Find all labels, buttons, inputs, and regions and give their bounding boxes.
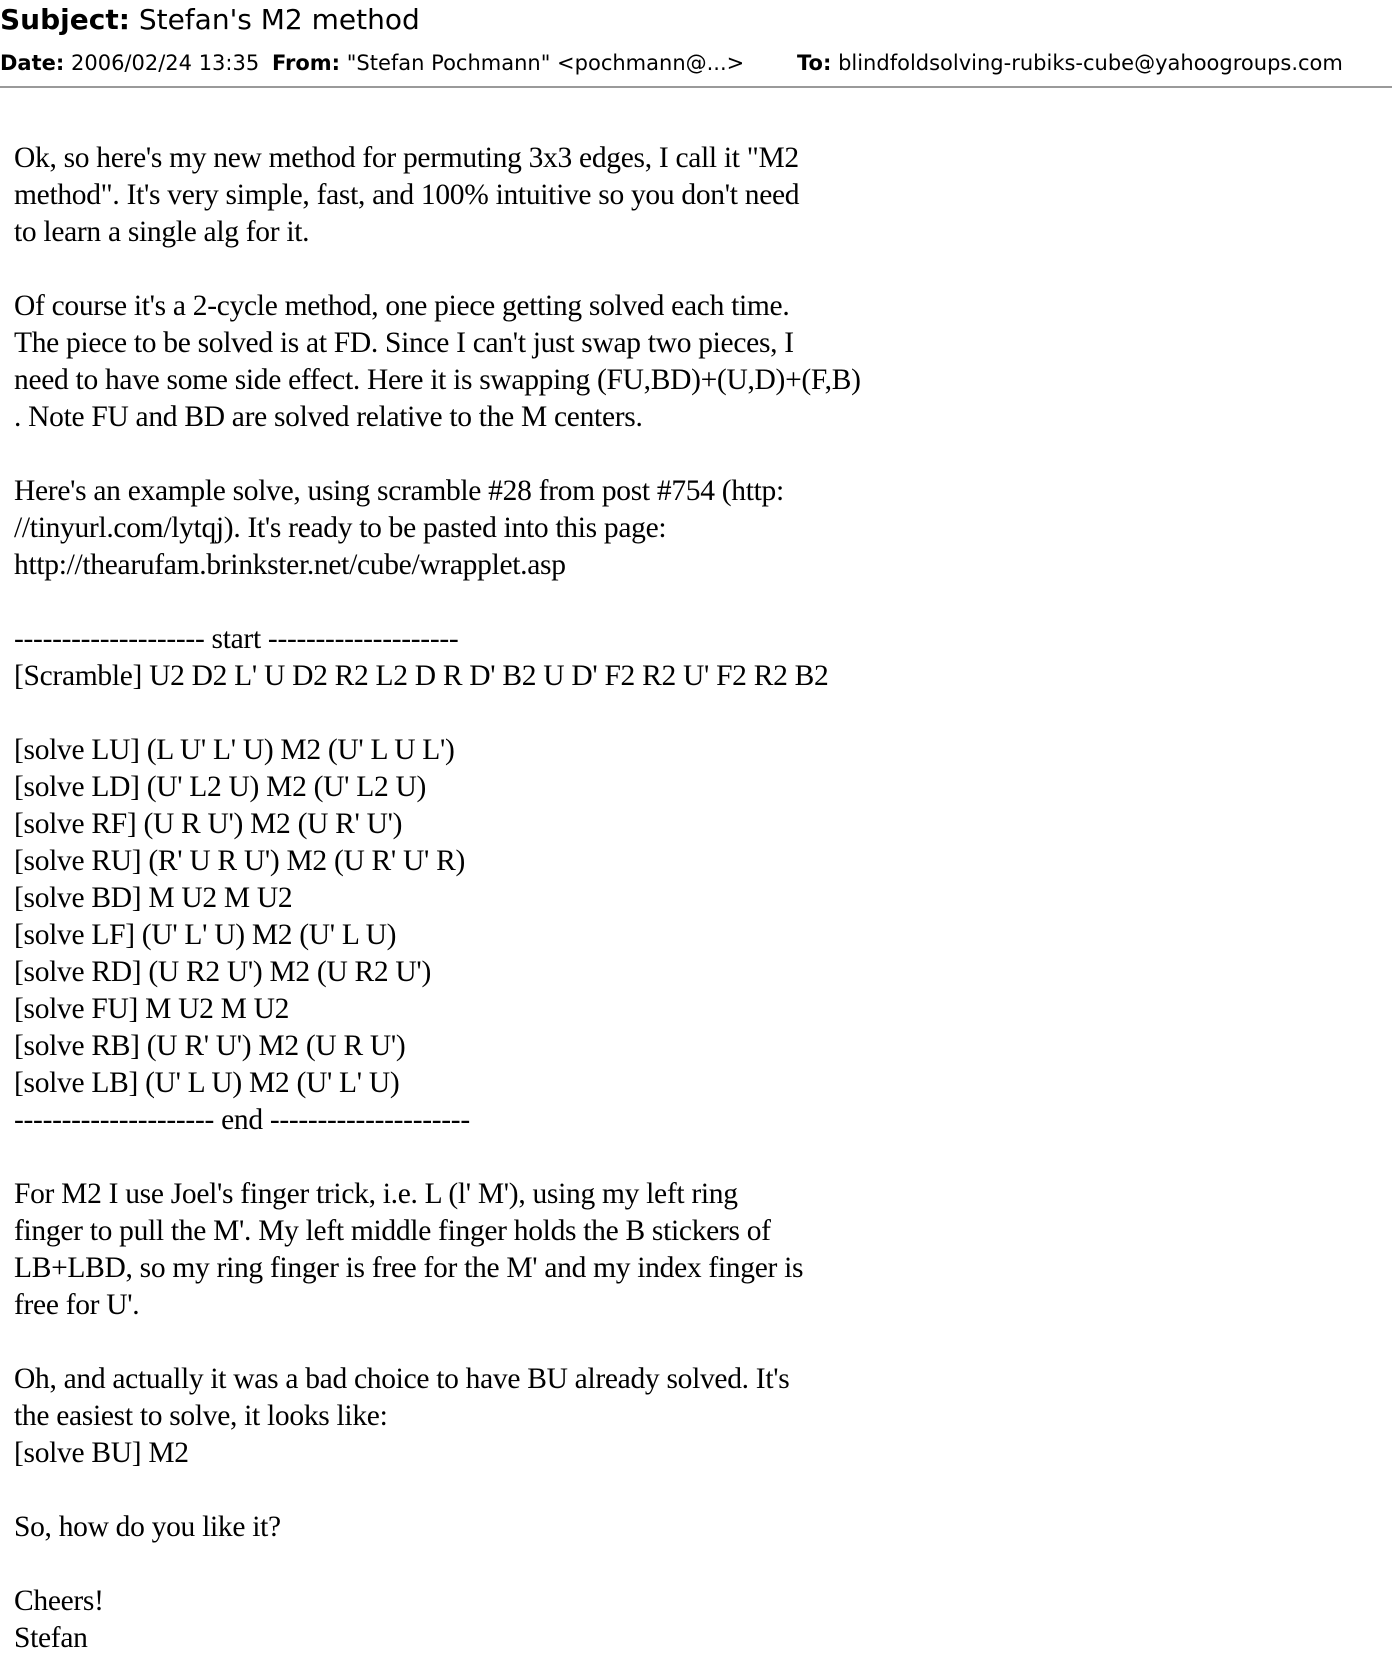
message-line: -------------------- start -------------------- — [14, 623, 459, 655]
from-value[interactable]: "Stefan Pochmann" <pochmann@...> — [346, 51, 745, 75]
email-header — [0, 0, 1392, 88]
message-line: --------------------- end --------------------- — [14, 1104, 470, 1136]
message-line: method". It's very simple, fast, and 100% intuitive so you don't need — [14, 179, 800, 211]
message-paragraph — [14, 473, 1374, 584]
message-line: to learn a single alg for it. — [14, 216, 310, 248]
message-line: Of course it's a 2-cycle method, one piece getting solved each time. — [14, 290, 790, 322]
message-line: [solve RF] (U R U') M2 (U R' U') — [14, 808, 403, 840]
to-value[interactable]: blindfoldsolving-rubiks-cube@yahoogroups.com — [838, 51, 1343, 75]
subject-row — [0, 0, 420, 40]
message-line: the easiest to solve, it looks like: — [14, 1400, 388, 1432]
message-line: [solve LD] (U' L2 U) M2 (U' L2 U) — [14, 771, 427, 803]
message-line: Stefan — [14, 1622, 88, 1654]
message-line: For M2 I use Joel's finger trick, i.e. L (l' M'), using my left ring — [14, 1178, 738, 1210]
message-line: Ok, so here's my new method for permuting 3x3 edges, I call it "M2 — [14, 142, 799, 174]
message-paragraph — [14, 1509, 1374, 1546]
message-paragraph — [14, 1176, 1374, 1324]
message-line: http://thearufam.brinkster.net/cube/wrapplet.asp — [14, 549, 566, 581]
message-line: [solve RU] (R' U R U') M2 (U R' U' R) — [14, 845, 466, 877]
message-line: //tinyurl.com/lytqj). It's ready to be pasted into this page: — [14, 512, 667, 544]
message-paragraph — [14, 1583, 1374, 1657]
message-line: [solve LB] (U' L U) M2 (U' L' U) — [14, 1067, 400, 1099]
message-line: Here's an example solve, using scramble #28 from post #754 (http: — [14, 475, 784, 507]
from-field — [272, 47, 744, 79]
message-paragraph — [14, 621, 1374, 695]
message-line: So, how do you like it? — [14, 1511, 281, 1543]
message-paragraph — [14, 1361, 1374, 1472]
to-label: To: — [797, 51, 832, 75]
message-body — [14, 140, 1374, 1657]
message-line: [solve FU] M U2 M U2 — [14, 993, 290, 1025]
message-line: [solve BD] M U2 M U2 — [14, 882, 293, 914]
message-line: Cheers! — [14, 1585, 104, 1617]
message-paragraph — [14, 732, 1374, 1139]
message-line: LB+LBD, so my ring finger is free for the M' and my index finger is — [14, 1252, 804, 1284]
message-line: [solve LU] (L U' L' U) M2 (U' L U L') — [14, 734, 455, 766]
message-line: Oh, and actually it was a bad choice to have BU already solved. It's — [14, 1363, 790, 1395]
date-value: 2006/02/24 13:35 — [70, 51, 260, 75]
message-line: [Scramble] U2 D2 L' U D2 R2 L2 D R D' B2 U D' F2 R2 U' F2 R2 B2 — [14, 660, 829, 692]
message-line: need to have some side effect. Here it is swapping (FU,BD)+(U,D)+(F,B) — [14, 364, 861, 396]
meta-row — [0, 47, 1392, 79]
from-label: From: — [272, 51, 341, 75]
to-field — [797, 47, 1343, 79]
message-paragraph — [14, 140, 1374, 251]
date-label: Date: — [0, 51, 65, 75]
message-paragraph — [14, 288, 1374, 436]
subject-label: Subject: — [0, 3, 130, 36]
message-line: [solve RB] (U R' U') M2 (U R U') — [14, 1030, 406, 1062]
message-line: finger to pull the M'. My left middle finger holds the B stickers of — [14, 1215, 771, 1247]
header-divider — [0, 86, 1392, 88]
message-line: free for U'. — [14, 1289, 140, 1321]
message-line: [solve RD] (U R2 U') M2 (U R2 U') — [14, 956, 431, 988]
message-line: The piece to be solved is at FD. Since I can't just swap two pieces, I — [14, 327, 794, 359]
subject-value: Stefan's M2 method — [138, 3, 420, 36]
message-line: . Note FU and BD are solved relative to the M centers. — [14, 401, 643, 433]
message-line: [solve BU] M2 — [14, 1437, 189, 1469]
message-line: [solve LF] (U' L' U) M2 (U' L U) — [14, 919, 397, 951]
date-field — [0, 47, 259, 79]
